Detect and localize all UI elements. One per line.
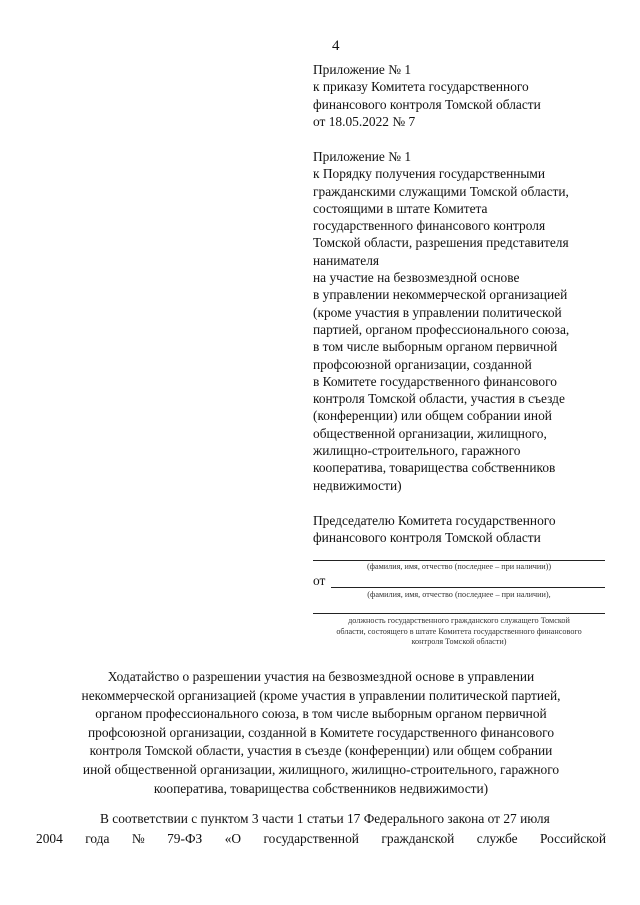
appendix-procedure-block: [313, 148, 618, 494]
page-number: 4: [332, 38, 340, 54]
addressee-line: Председателю Комитета государственного: [313, 513, 556, 528]
body-word: гражданской: [381, 831, 455, 846]
name-caption: (фамилия, имя, отчество (последнее – при наличии)): [366, 562, 552, 571]
petition-title-line: кооператива, товарищества собственников недвижимости): [153, 780, 489, 796]
appendix-order-line: финансового контроля Томской области: [313, 96, 541, 112]
appendix-procedure-line: общественной организации, жилищного,: [313, 425, 547, 441]
applicant-name-caption: (фамилия, имя, отчество (последнее – при наличии),: [367, 590, 551, 599]
addressee-line: финансового контроля Томской области: [313, 530, 541, 546]
appendix-procedure-line: партией, органом профессионального союза,: [313, 321, 570, 337]
petition-title: [36, 668, 606, 798]
appendix-order-line: к приказу Комитета государственного: [313, 79, 529, 95]
applicant-name-field[interactable]: [331, 587, 605, 588]
position-caption-line: области, состоящего в штате Комитета государственного финансового: [336, 626, 582, 636]
appendix-procedure-line: профсоюзной организации, созданной: [313, 356, 532, 372]
appendix-procedure-line: в Комитете государственного финансового: [313, 373, 557, 389]
appendix-procedure-line: Приложение № 1: [313, 149, 412, 164]
appendix-procedure-line: кооператива, товарищества собственников: [313, 460, 556, 476]
body-word: №: [131, 831, 145, 846]
appendix-procedure-line: в управлении некоммерческой организацией: [313, 287, 568, 303]
appendix-procedure-line: в том числе выборным органом первичной: [313, 339, 558, 355]
appendix-order-line: Приложение № 1: [313, 62, 412, 77]
petition-title-line: иной общественной организации, жилищного, жилищно-строительного, гаражного: [82, 761, 560, 777]
appendix-procedure-line: (кроме участия в управлении политической: [313, 304, 562, 320]
body-word: службе: [476, 831, 518, 846]
petition-title-line: профсоюзной организации, созданной в Комитете государственного финансового: [87, 724, 555, 740]
appendix-procedure-line: к Порядку получения государственными: [313, 166, 546, 182]
petition-title-line: Ходатайство о разрешении участия на безвозмездной основе в управлении: [107, 669, 535, 684]
position-caption-line: должность государственного гражданского служащего Томской: [348, 616, 570, 625]
appendix-procedure-line: недвижимости): [313, 477, 402, 493]
appendix-order-line: от 18.05.2022 № 7: [313, 113, 416, 129]
appendix-procedure-line: Томской области, разрешения представителя: [313, 235, 569, 251]
petition-title-line: некоммерческой организацией (кроме участия в управлении политической партией,: [81, 687, 561, 703]
appendix-procedure-line: жилищно-строительного, гаражного: [313, 443, 521, 459]
applicant-position-field[interactable]: [313, 613, 605, 614]
body-word: года: [85, 831, 110, 846]
body-word: «О: [224, 831, 242, 846]
appendix-procedure-line: (конференции) или общем собрании иной: [313, 408, 552, 424]
body-paragraph-line: [36, 831, 606, 847]
body-word: 79-ФЗ: [167, 831, 203, 846]
petition-title-line: органом профессионального союза, в том числе выборным органом первичной: [95, 706, 547, 722]
appendix-procedure-line: нанимателя: [313, 252, 380, 268]
appendix-procedure-line: гражданскими служащими Томской области,: [313, 183, 569, 199]
appendix-procedure-line: государственного финансового контроля: [313, 218, 546, 234]
addressee-name-field[interactable]: [313, 560, 605, 561]
body-word: Российской: [540, 831, 606, 846]
from-label: от: [313, 573, 326, 588]
appendix-procedure-line: контроля Томской области, участия в съезде: [313, 391, 565, 407]
appendix-procedure-line: на участие на безвозмездной основе: [313, 270, 520, 286]
position-caption-line: контроля Томской области): [411, 637, 507, 646]
addressee-block: [313, 512, 618, 547]
body-word: государственной: [263, 831, 359, 846]
body-word: 2004: [36, 831, 63, 846]
body-paragraph-line: В соответствии с пунктом 3 части 1 статьи 17 Федерального закона от 27 июля: [100, 811, 550, 826]
appendix-order-block: [313, 61, 618, 130]
appendix-procedure-line: состоящими в штате Комитета: [313, 200, 488, 216]
petition-title-line: контроля Томской области, участия в съезде (конференции) или общем собрании: [89, 743, 553, 759]
position-caption: [305, 616, 613, 648]
